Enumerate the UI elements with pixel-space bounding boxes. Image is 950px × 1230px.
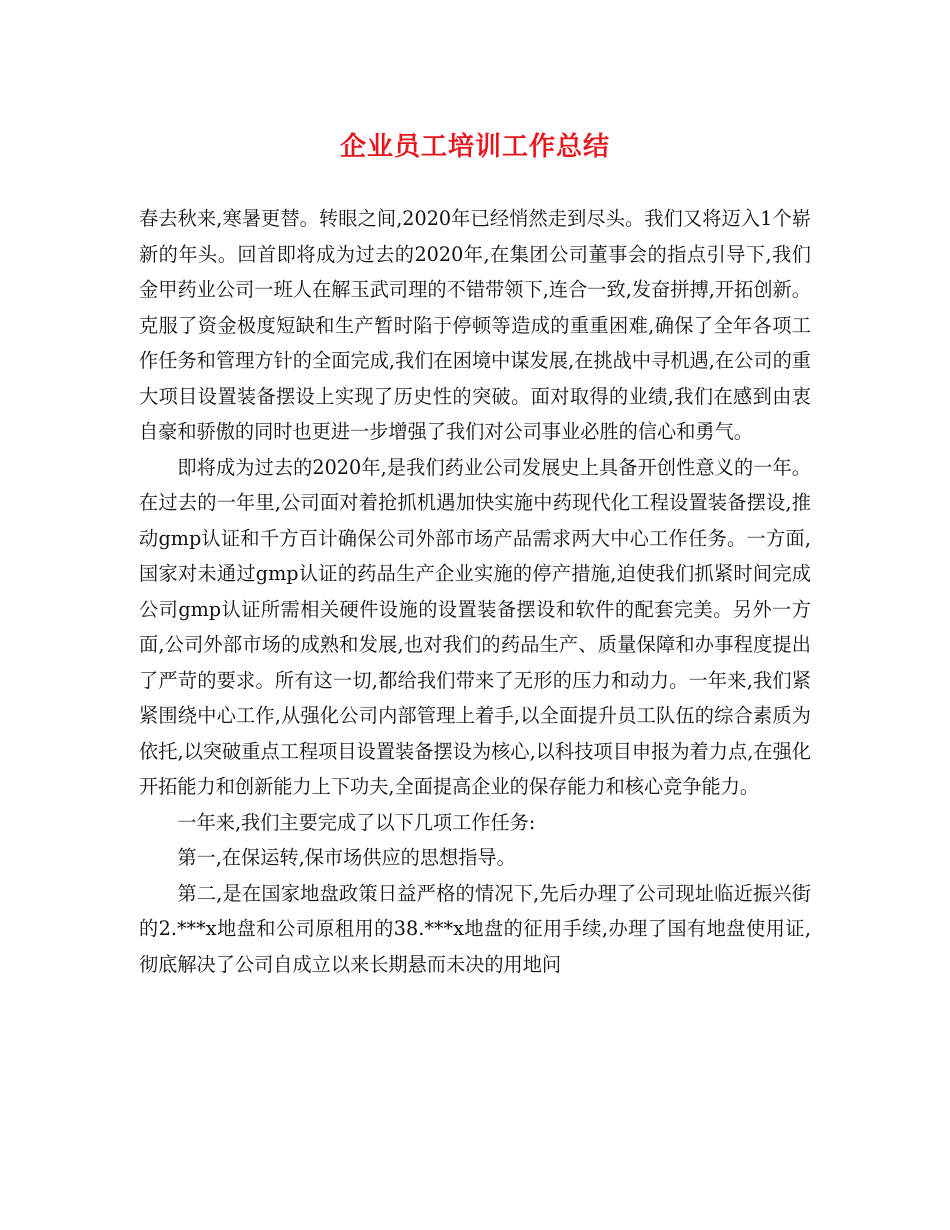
paragraph: 第一,在保运转,保市场供应的思想指导。 [177, 846, 516, 869]
paragraph: 一年来,我们主要完成了以下几项工作任务: [177, 810, 536, 834]
document-title: 企业员工培训工作总结 [339, 132, 610, 162]
paragraph: 春去秋来,寒暑更替。转眼之间,2020年已经悄然走到尽头。我们又将迈入1个崭新的年头。回首即将成为过去的2020年,在集团公司董事会的指点引导下,我们金甲药业公司一班人在解玉武司理的不错带领下,连合一致,发奋拼搏,开拓创新。克服了资金极度短缺和生产暂时陷于停顿等造成的重重困难,确保了全年各项工作任务和管理方针的全面完成,我们在困境中谋发展,在挑战中寻机遇,在公司的重大项目设置装备摆设上实现了历史性的突破。面对取得的业绩,我们在感到由衷自豪和骄傲的同时也更进一步增强了我们对公司事业必胜的信心和勇气。 [139, 207, 811, 443]
paragraph: 即将成为过去的2020年,是我们药业公司发展史上具备开创性意义的一年。在过去的一年里,公司面对着抢抓机遇加快实施中药现代化工程设置装备摆设,推动gmp认证和千方百计确保公司外部市场产品需求两大中心工作任务。一方面,国家对未通过gmp认证的药品生产企业实施的停产措施,迫使我们抓紧时间完成公司gmp认证所需相关硬件设施的设置装备摆设和软件的配套完美。另外一方面,公司外部市场的成熟和发展,也对我们的药品生产、质量保障和办事程度提出了严苛的要求。所有这一切,都给我们带来了无形的压力和动力。一年来,我们紧紧围绕中心工作,从强化公司内部管理上着手,以全面提升员工队伍的综合素质为依托,以突破重点工程项目设置装备摆设为核心,以科技项目申报为着力点,在强化开拓能力和创新能力上下功夫,全面提高企业的保存能力和核心竞争能力。 [139, 455, 811, 798]
document-body [139, 201, 811, 982]
paragraph: 第二,是在国家地盘政策日益严格的情况下,先后办理了公司现址临近振兴街的2.***x地盘和公司原租用的38.***x地盘的征用手续,办理了国有地盘使用证,彻底解决了公司自成立以来长期悬而未决的用地问 [139, 881, 811, 976]
